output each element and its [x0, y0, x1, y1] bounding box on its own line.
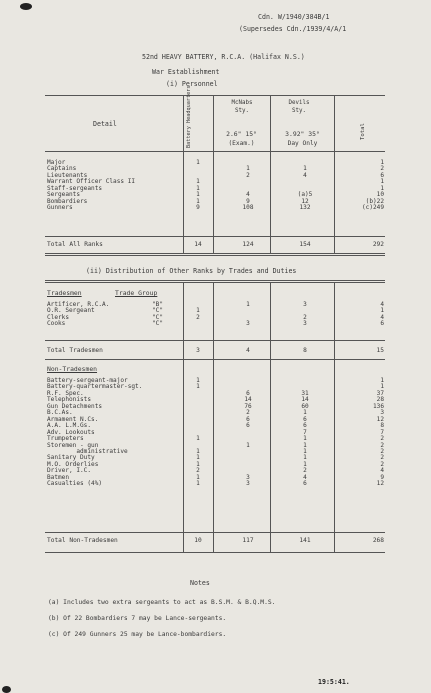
personnel-devils-values: 1 4 (a)5 12 132 [297, 165, 313, 212]
mcnabs-column-guns: 2.6" 15° [226, 130, 257, 138]
punch-hole [2, 686, 11, 693]
non-tradesmen-devils-values: 31 14 60 1 6 6 7 1 1 1 1 1 2 4 6 [301, 389, 309, 488]
distribution-heading: (ii) Distribution of Other Ranks by Trades and Duties [86, 267, 297, 275]
personnel-labels: Major Captains Lieutenants Warrant Officer Class II Staff-sergeants Sergeants Bombardiers Gunners [47, 159, 136, 212]
tradesmen-labels: Artificer, R.C.A. O.R. Sergeant Clerks Cooks [47, 301, 110, 328]
total-tradesmen-devils: 8 [303, 347, 307, 354]
table-rule [45, 253, 385, 254]
total-tradesmen-mcnabs: 4 [246, 347, 250, 354]
total-non-tradesmen-mcnabs: 117 [242, 537, 254, 544]
mcnabs-column-type: Sty. [235, 108, 249, 114]
tradesmen-devils-values: 3 2 3 [303, 301, 307, 328]
total-all-ranks-total: 292 [372, 241, 384, 248]
tradesmen-mcnabs-values: 1 3 [246, 301, 250, 328]
document-reference: Cdn. W/1940/384B/1 [258, 13, 330, 21]
total-column-header: Total [360, 123, 366, 140]
tradesmen-total-values: 4 1 4 6 [380, 301, 384, 328]
devils-column-guns: 3.92" 35° [285, 130, 320, 138]
detail-column-header: Detail [93, 120, 117, 128]
table-rule [45, 532, 385, 533]
non-tradesmen-total-values: 1 1 37 28 136 3 12 8 7 2 2 2 2 2 4 9 12 [372, 377, 384, 488]
column-rule [183, 282, 184, 552]
total-non-tradesmen-label: Total Non-Tradesmen [47, 537, 118, 544]
trade-group-heading: Trade Group [115, 289, 158, 297]
column-rule [270, 95, 271, 253]
total-all-ranks-devils: 154 [299, 241, 311, 248]
tradesmen-groups: "B" "C" "C" "C" [152, 301, 164, 328]
devils-column-type: Sty. [292, 108, 306, 114]
non-tradesmen-hq-values: 1 1 1 1 1 1 2 1 1 [196, 377, 200, 488]
note-c: (c) Of 249 Gunners 25 may be Lance-bombardiers. [48, 631, 227, 638]
footer-stamp: 19:5:41. [318, 678, 350, 686]
total-tradesmen-label: Total Tradesmen [47, 347, 103, 354]
devils-column-note: Day Only [287, 140, 318, 147]
mcnabs-column-name: McNabs [231, 100, 253, 106]
total-all-ranks-label: Total All Ranks [47, 241, 103, 248]
devils-column-name: Devils [288, 100, 310, 106]
column-rule [270, 282, 271, 552]
mcnabs-column-note: (Exam.) [228, 140, 255, 147]
total-tradesmen-total: 15 [376, 347, 384, 354]
table-rule [45, 280, 385, 281]
notes-heading: Notes [190, 579, 210, 587]
personnel-hq-values: 1 1 1 1 1 9 [196, 159, 200, 212]
note-a: (a) Includes two extra sergeants to act as B.S.M. & B.Q.M.S. [48, 599, 276, 606]
table-rule [45, 340, 385, 341]
column-rule [213, 282, 214, 552]
total-non-tradesmen-total: 268 [372, 537, 384, 544]
table-rule [45, 359, 385, 360]
total-all-ranks-mcnabs: 124 [242, 241, 254, 248]
personnel-total-values: 1 2 6 1 1 10 (b)22 (c)249 [361, 159, 384, 212]
personnel-mcnabs-values: 1 2 4 9 108 [242, 165, 254, 212]
battery-hq-column-header: Battery Headquarters [186, 85, 192, 148]
total-all-ranks-hq: 14 [194, 241, 202, 248]
supersedes-reference: (Supersedes Cdn./1939/4/A/1 [239, 25, 347, 33]
war-establishment-heading: War Establishment [152, 68, 220, 76]
tradesmen-hq-values: 1 2 [196, 307, 200, 321]
personnel-heading: (i) Personnel [166, 80, 218, 88]
non-tradesmen-mcnabs-values: 6 14 76 2 6 6 1 3 3 [244, 389, 252, 488]
column-rule [183, 95, 184, 253]
punch-hole [20, 3, 32, 10]
total-non-tradesmen-hq: 10 [194, 537, 202, 544]
document-title: 52nd HEAVY BATTERY, R.C.A. (Halifax N.S.) [142, 53, 305, 61]
total-tradesmen-hq: 3 [196, 347, 200, 354]
total-non-tradesmen-devils: 141 [299, 537, 311, 544]
tradesmen-heading: Tradesmen [47, 289, 82, 297]
table-rule [45, 255, 385, 256]
non-tradesmen-heading: Non-Tradesmen [47, 365, 98, 373]
table-rule [45, 552, 385, 553]
column-rule [213, 95, 214, 253]
non-tradesmen-labels: Battery-sergeant-major Battery-quartermaster-sgt. R.F. Spec. Telephonists Gun Detachments B.C.As. Armament N.Cs. A.A. L.M.Gs. Adv. Lookouts Trumpeters Storemen - gun administrative Sanitary Duty M.O. Orderlies Driver, I.C. Batmen Casualties (4%) [47, 377, 143, 488]
note-b: (b) Of 22 Bombardiers 7 may be Lance-sergeants. [48, 615, 227, 622]
